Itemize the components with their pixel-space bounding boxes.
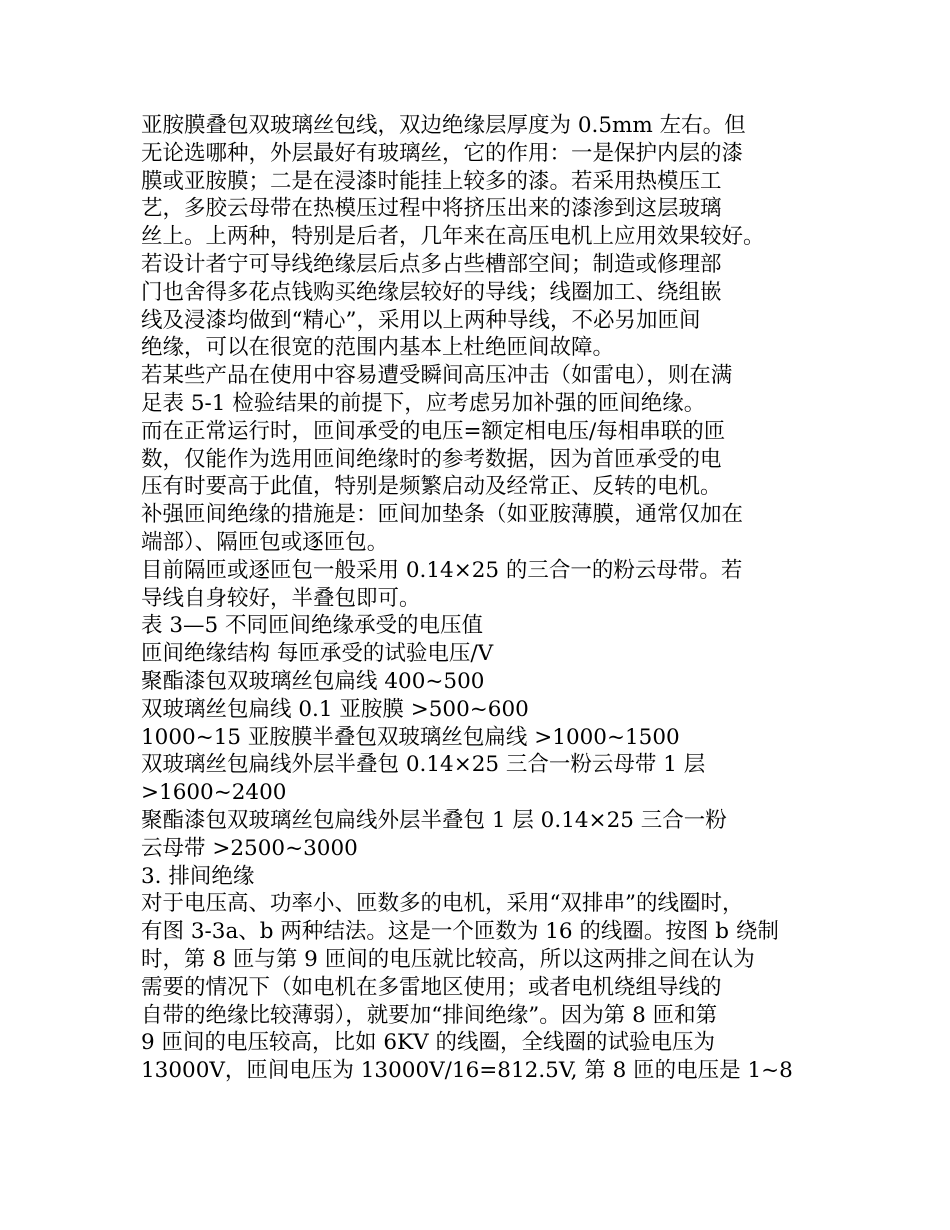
text-line: 丝上。上两种，特别是后者，几年来在高压电机上应用效果较好。 — [141, 224, 765, 250]
text-line: 而在正常运行时，匝间承受的电压=额定相电压/每相串联的匝 — [141, 418, 726, 444]
table-row: 云母带 >2500~3000 — [141, 835, 358, 861]
table-header: 匝间绝缘结构 每匝承受的试验电压/V — [141, 641, 494, 667]
text-line: 导线自身较好，半叠包即可。 — [141, 585, 421, 611]
text-line: 自带的绝缘比较薄弱），就要加“排间绝缘”。因为第 8 匝和第 — [141, 1002, 718, 1028]
text-line: 13000V，匝间电压为 13000V/16=812.5V, 第 8 匝的电压是 1~8 — [141, 1058, 793, 1084]
text-line: 有图 3-3a、b 两种结法。这是一个匝数为 16 的线圈。按图 b 绕制 — [141, 919, 779, 945]
text-line: 艺，多胶云母带在热模压过程中将挤压出来的漆渗到这层玻璃 — [141, 196, 722, 222]
text-line: 9 匝间的电压较高，比如 6KV 的线圈，全线圈的试验电压为 — [141, 1030, 715, 1056]
text-line: 时，第 8 匝与第 9 匝间的电压就比较高，所以这两排之间在认为 — [141, 946, 755, 972]
text-line: 端部）、隔匝包或逐匝包。 — [141, 529, 389, 555]
text-line: 对于电压高、功率小、匝数多的电机，采用“双排串”的线圈时， — [141, 891, 744, 917]
table-title: 表 3—5 不同匝间绝缘承受的电压值 — [141, 613, 484, 639]
text-line: 膜或亚胺膜；二是在浸漆时能挂上较多的漆。若采用热模压工 — [141, 168, 722, 194]
text-line: 线及浸漆均做到“精心”，采用以上两种导线，不必另加匝间 — [141, 307, 701, 333]
text-line: 补强匝间绝缘的措施是：匝间加垫条（如亚胺薄膜，通常仅加在 — [141, 502, 744, 528]
text-line: 目前隔匝或逐匝包一般采用 0.14×25 的三合一的粉云母带。若 — [141, 557, 743, 583]
text-line: 若某些产品在使用中容易遭受瞬间高压冲击（如雷电），则在满 — [141, 363, 733, 389]
text-line: 无论选哪种，外层最好有玻璃丝，它的作用：一是保护内层的漆 — [141, 140, 744, 166]
text-line: 绝缘，可以在很宽的范围内基本上杜绝匝间故障。 — [141, 335, 615, 361]
text-line: 数，仅能作为选用匝间绝缘时的参考数据，因为首匝承受的电 — [141, 446, 722, 472]
table-row: 聚酯漆包双玻璃丝包扁线外层半叠包 1 层 0.14×25 三合一粉 — [141, 807, 727, 833]
text-line: 压有时要高于此值，特别是频繁启动及经常正、反转的电机。 — [141, 474, 722, 500]
text-line: 足表 5-1 检验结果的前提下，应考虑另加补强的匝间绝缘。 — [141, 390, 706, 416]
table-row: 双玻璃丝包扁线外层半叠包 0.14×25 三合一粉云母带 1 层 — [141, 752, 706, 778]
table-row: 聚酯漆包双玻璃丝包扁线 400~500 — [141, 668, 485, 694]
document-page — [141, 112, 821, 1085]
text-line: 亚胺膜叠包双玻璃丝包线，双边绝缘层厚度为 0.5mm 左右。但 — [141, 113, 746, 138]
text-line: 门也舍得多花点钱购买绝缘层较好的导线；线圈加工、绕组嵌 — [141, 279, 722, 305]
table-row: 双玻璃丝包扁线 0.1 亚胺膜 >500~600 — [141, 696, 529, 722]
text-line: 若设计者宁可导线绝缘层后点多占些槽部空间；制造或修理部 — [141, 251, 722, 277]
table-row: 1000~15 亚胺膜半叠包双玻璃丝包扁线 >1000~1500 — [141, 724, 680, 750]
text-line: 需要的情况下（如电机在多雷地区使用；或者电机绕组导线的 — [141, 974, 722, 1000]
section-heading: 3. 排间绝缘 — [141, 863, 255, 889]
table-row: >1600~2400 — [141, 780, 287, 806]
